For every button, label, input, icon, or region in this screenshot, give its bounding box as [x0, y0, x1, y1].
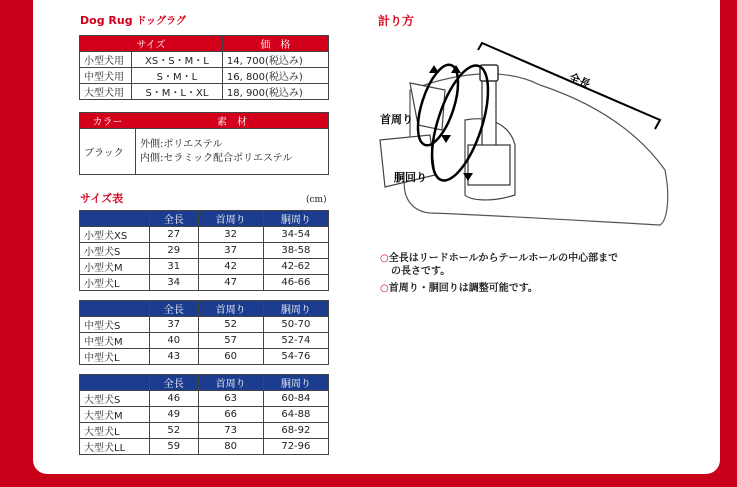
- size-cell: 52-74: [263, 333, 328, 349]
- size-cell: 43: [150, 349, 199, 365]
- price-row: [80, 68, 329, 84]
- size-cell: 32: [198, 227, 263, 243]
- table-row: [80, 391, 329, 407]
- price-header-price: 価 格: [222, 36, 328, 52]
- size-cell: 57: [198, 333, 263, 349]
- size-header: 胴周り: [263, 375, 328, 391]
- price-cell: 中型犬用: [80, 68, 132, 84]
- size-cell: 59: [150, 439, 199, 455]
- size-header: 全長: [150, 211, 199, 227]
- table-row: [80, 243, 329, 259]
- product-title-jp: ドッグラグ: [136, 16, 187, 27]
- size-cell: 小型犬L: [80, 275, 150, 291]
- table-row: [80, 227, 329, 243]
- size-cell: 大型犬L: [80, 423, 150, 439]
- size-header: 首周り: [198, 375, 263, 391]
- size-header: 首周り: [198, 211, 263, 227]
- size-cell: 72-96: [263, 439, 328, 455]
- size-cell: 46-66: [263, 275, 328, 291]
- size-cell: 大型犬M: [80, 407, 150, 423]
- price-table: [79, 35, 329, 100]
- note-text: 首周り・胴回りは調整可能です。: [388, 283, 538, 294]
- size-cell: 64-88: [263, 407, 328, 423]
- size-cell: 小型犬S: [80, 243, 150, 259]
- size-header: 首周り: [198, 301, 263, 317]
- size-cell: 54-76: [263, 349, 328, 365]
- size-cell: 42: [198, 259, 263, 275]
- price-cell: 18, 900(税込み): [222, 84, 328, 100]
- size-cell: 80: [198, 439, 263, 455]
- table-row: [80, 333, 329, 349]
- size-cell: 66: [198, 407, 263, 423]
- size-cell: 60: [198, 349, 263, 365]
- table-row: [80, 349, 329, 365]
- price-cell: 14, 700(税込み): [222, 52, 328, 68]
- size-cell: 37: [198, 243, 263, 259]
- size-cell: 27: [150, 227, 199, 243]
- price-cell: 小型犬用: [80, 52, 132, 68]
- size-header: [80, 375, 150, 391]
- material-header-color: カラー: [80, 113, 136, 129]
- material-table: [79, 112, 329, 175]
- material-header-material: 素 材: [136, 113, 329, 129]
- table-row: [80, 275, 329, 291]
- size-cell: 68-92: [263, 423, 328, 439]
- material-outer: 外側:ポリエステル: [140, 138, 223, 150]
- size-header: [80, 301, 150, 317]
- table-row: [80, 439, 329, 455]
- note-bullet: ○: [380, 283, 389, 294]
- material-inner: 内側:セラミック配合ポリエステル: [140, 152, 293, 164]
- size-cell: 47: [198, 275, 263, 291]
- size-cell: 31: [150, 259, 199, 275]
- size-cell: 中型犬S: [80, 317, 150, 333]
- size-cell: 52: [198, 317, 263, 333]
- size-cell: 60-84: [263, 391, 328, 407]
- product-title: [80, 12, 186, 27]
- size-header: 胴周り: [263, 211, 328, 227]
- size-table-medium: [79, 300, 329, 365]
- price-cell: 16, 800(税込み): [222, 68, 328, 84]
- product-title-en: Dog Rug: [80, 14, 133, 27]
- size-cell: 63: [198, 391, 263, 407]
- size-cell: 34-54: [263, 227, 328, 243]
- size-cell: 小型犬XS: [80, 227, 150, 243]
- size-cell: 73: [198, 423, 263, 439]
- price-cell: 大型犬用: [80, 84, 132, 100]
- size-header: [80, 211, 150, 227]
- size-cell: 42-62: [263, 259, 328, 275]
- table-row: [80, 407, 329, 423]
- size-cell: 34: [150, 275, 199, 291]
- price-cell: S・M・L: [132, 68, 223, 84]
- size-header: 全長: [150, 375, 199, 391]
- material-list: [136, 129, 329, 175]
- material-color: ブラック: [80, 129, 136, 175]
- note-text-cont: の長さです。: [391, 266, 451, 277]
- price-header-size: サイズ: [80, 36, 223, 52]
- note-bullet: ○: [380, 253, 389, 264]
- size-cell: 中型犬M: [80, 333, 150, 349]
- note-adjust: [380, 282, 538, 295]
- size-cell: 52: [150, 423, 199, 439]
- size-cell: 37: [150, 317, 199, 333]
- size-cell: 大型犬S: [80, 391, 150, 407]
- size-cell: 大型犬LL: [80, 439, 150, 455]
- size-cell: 49: [150, 407, 199, 423]
- price-row: [80, 84, 329, 100]
- measure-title: 計り方: [378, 14, 415, 28]
- size-header: 胴周り: [263, 301, 328, 317]
- size-table-title: サイズ表: [80, 192, 124, 205]
- label-length: 全長: [566, 70, 593, 92]
- size-cell: 50-70: [263, 317, 328, 333]
- size-table-large: [79, 374, 329, 455]
- size-header: 全長: [150, 301, 199, 317]
- label-neck: 首周り: [380, 113, 413, 126]
- size-cell: 小型犬M: [80, 259, 150, 275]
- table-row: [80, 317, 329, 333]
- size-cell: 46: [150, 391, 199, 407]
- size-cell: 中型犬L: [80, 349, 150, 365]
- size-cell: 40: [150, 333, 199, 349]
- size-table-small: [79, 210, 329, 291]
- size-cell: 29: [150, 243, 199, 259]
- note-text: 全長はリードホールからテールホールの中心部まで: [388, 253, 619, 264]
- measurement-diagram: [370, 35, 700, 235]
- price-cell: XS・S・M・L: [132, 52, 223, 68]
- table-row: [80, 259, 329, 275]
- price-cell: S・M・L・XL: [132, 84, 223, 100]
- size-table-unit: (cm): [306, 195, 327, 205]
- size-cell: 38-58: [263, 243, 328, 259]
- note-length: [380, 252, 618, 278]
- label-chest: 胴回り: [394, 171, 427, 184]
- table-row: [80, 423, 329, 439]
- price-row: [80, 52, 329, 68]
